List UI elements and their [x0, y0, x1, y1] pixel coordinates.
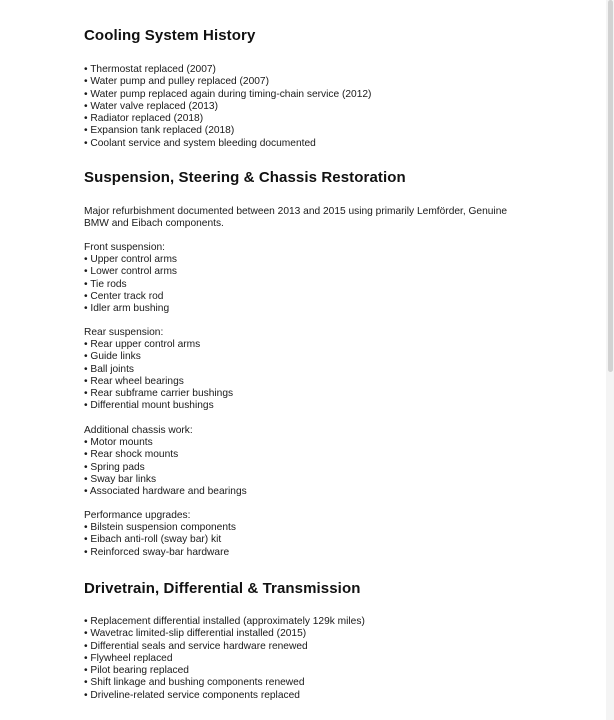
list-item: • Associated hardware and bearings [84, 486, 247, 498]
list-item: • Lower control arms [84, 266, 178, 278]
list-item: • Guide links [84, 351, 141, 363]
list-item: • Rear wheel bearings [84, 375, 184, 387]
list-item: • Flywheel replaced [84, 652, 173, 664]
cooling-section-title: Cooling System History [84, 27, 256, 44]
list-item: • Spring pads [84, 461, 145, 473]
front-suspension-list [84, 254, 177, 315]
list-item: • Differential mount bushings [84, 400, 214, 412]
list-item: • Replacement differential installed (approximately 129k miles) [84, 616, 365, 627]
rear-suspension-label: Rear suspension: [84, 327, 164, 338]
list-item: • Differential seals and service hardware renewed [84, 640, 308, 652]
performance-upgrades-label: Performance upgrades: [84, 510, 191, 521]
suspension-intro-line-2: BMW and Eibach components. [84, 218, 224, 229]
list-item: • Upper control arms [84, 254, 178, 265]
list-item: • Rear upper control arms [84, 339, 201, 350]
suspension-intro-line-1: Major refurbishment documented between 2013 and 2015 using primarily Lemförder, Genuine [84, 206, 508, 217]
list-item: • Ball joints [84, 363, 134, 375]
rear-suspension-list [84, 339, 233, 413]
list-item: • Rear shock mounts [84, 449, 179, 461]
list-item: • Expansion tank replaced (2018) [84, 125, 235, 137]
scrollbar[interactable] [606, 0, 614, 720]
list-item: • Pilot bearing replaced [84, 665, 189, 677]
suspension-section-title: Suspension, Steering & Chassis Restoration [84, 169, 406, 186]
scroll-thumb[interactable] [608, 0, 613, 372]
list-item: • Thermostat replaced (2007) [84, 64, 216, 75]
list-item: • Coolant service and system bleeding documented [84, 137, 316, 149]
additional-chassis-label: Additional chassis work: [84, 425, 193, 436]
list-item: • Eibach anti-roll (sway bar) kit [84, 534, 222, 546]
list-item: • Bilstein suspension components [84, 522, 236, 533]
list-item: • Water valve replaced (2013) [84, 100, 218, 112]
list-item: • Rear subframe carrier bushings [84, 388, 234, 400]
additional-chassis-list [84, 437, 247, 498]
list-item: • Motor mounts [84, 437, 153, 448]
list-item: • Driveline-related service components replaced [84, 689, 300, 701]
cooling-list [84, 64, 371, 150]
list-item: • Water pump and pulley replaced (2007) [84, 76, 269, 88]
list-item: • Idler arm bushing [84, 303, 170, 315]
list-item: • Shift linkage and bushing components renewed [84, 677, 305, 689]
list-item: • Reinforced sway-bar hardware [84, 546, 230, 558]
list-item: • Center track rod [84, 290, 164, 302]
list-item: • Radiator replaced (2018) [84, 113, 204, 125]
list-item: • Tie rods [84, 278, 127, 290]
performance-upgrades-list [84, 522, 236, 559]
list-item: • Sway bar links [84, 473, 157, 485]
list-item: • Water pump replaced again during timing-chain service (2012) [84, 88, 372, 100]
drivetrain-section-title: Drivetrain, Differential & Transmission [84, 580, 361, 597]
drivetrain-list [84, 616, 365, 702]
list-item: • Wavetrac limited-slip differential installed (2015) [84, 628, 307, 640]
front-suspension-label: Front suspension: [84, 242, 165, 253]
